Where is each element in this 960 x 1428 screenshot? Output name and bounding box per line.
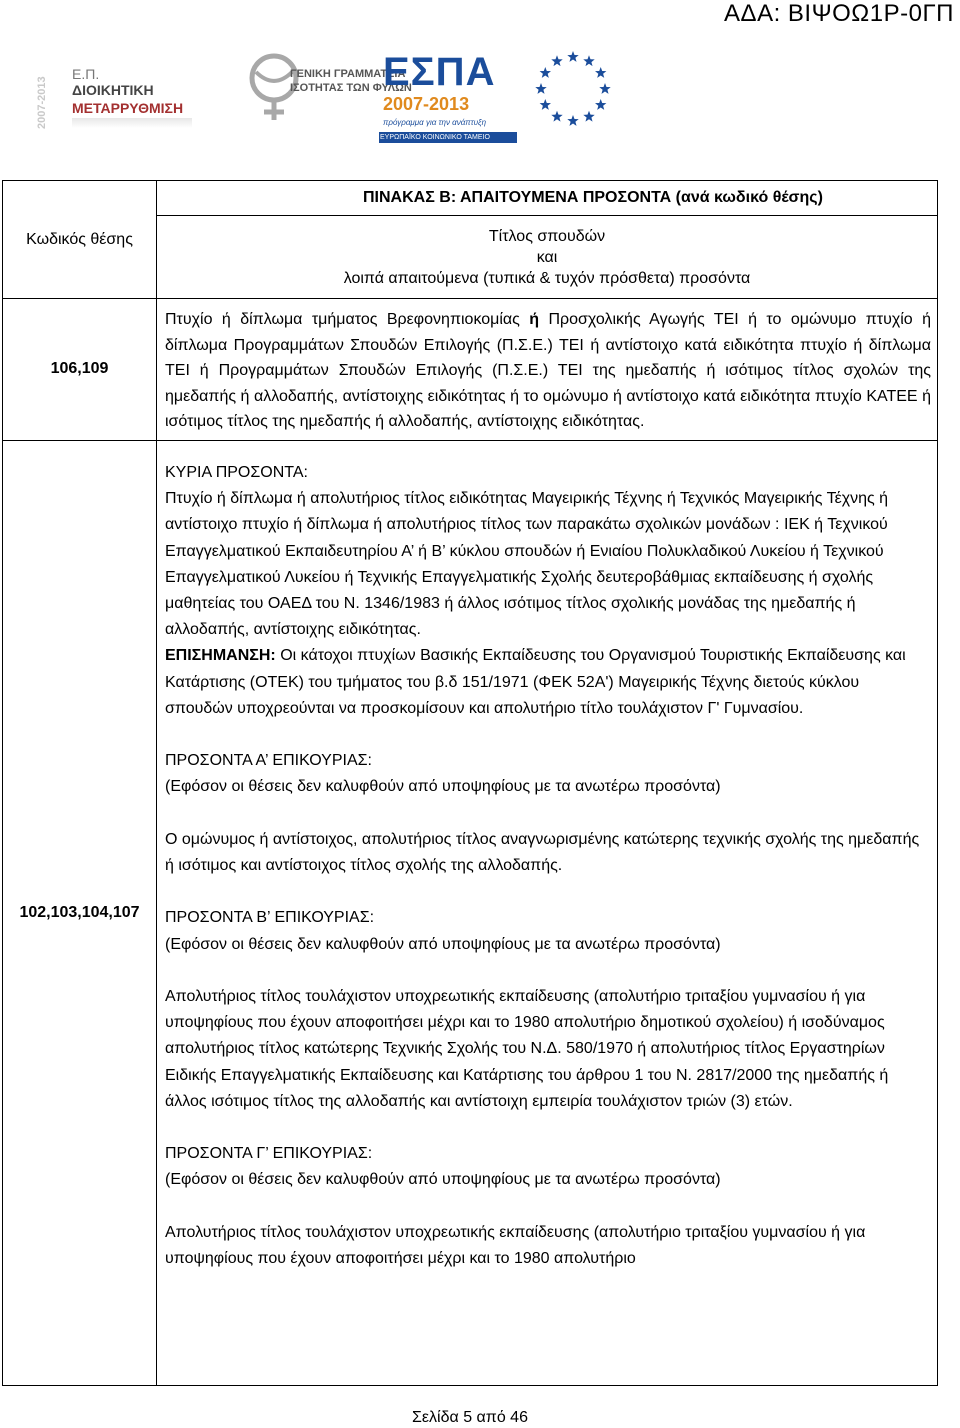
- auxiliary-a-text: Ο ομώνυμος ή αντίστοιχος, απολυτήριος τίτλος αναγνωρισμένης κατώτερης τεχνικής σχολής της ημεδαπής ή ισότιμος και αντίστοιχος τίτλος σχολής της αλλοδαπής.: [165, 830, 920, 874]
- auxiliary-b-label: ΠΡΟΣΟΝΤΑ Β’ ΕΠΙΚΟΥΡΙΑΣ:: [165, 909, 375, 927]
- col-header-line1: Τίτλος σπουδών: [488, 227, 606, 245]
- eu-flag-icon: [528, 44, 618, 134]
- main-qualifications-text: Πτυχίο ή δίπλωμα ή απολυτήριος τίτλος ειδικότητας Μαγειρικής Τέχνης ή Τεχνικός Μαγειρικής Τέχνης ή αντίστοιχο πτυχίο ή δίπλωμα ή απολυτήριος τίτλος των παρακάτω σχολικών μονάδων : ΙΕΚ ή Τεχνικού Επαγγελματικού Εκπαιδευτηρίου Α’ ή Β’ κύκλου σπουδών ή Ενιαίου Πολυκλαδικού Λυκείου ή Τεχνικού Επαγγελματικού Λυκείου ή Τεχνικής Επαγγελματικής Σχολής δευτεροβάθμιας εκπαίδευσης ή σχολής μαθητείας του ΟΑΕΔ του Ν. 1346/1983 ή άλλος ισότιμος τίτλος σχολικής μονάδας της ημεδαπής ή αλλοδαπής, αντίστοιχης ειδικότητας.: [165, 490, 889, 639]
- qualification-text-a: Πτυχίο ή δίπλωμα τμήματος Βρεφονηπιοκομίας: [165, 311, 530, 328]
- admin-reform-line1: ΔΙΟΙΚΗΤΙΚΗ: [72, 82, 154, 98]
- gender-equality-line1: ΓΕΝΙΚΗ ΓΡΑΜΜΑΤΕΙΑ: [290, 68, 406, 80]
- qualification-text: [157, 299, 938, 441]
- espa-logo: [379, 50, 507, 150]
- table-row: [3, 299, 938, 441]
- admin-reform-ep: Ε.Π.: [72, 66, 100, 82]
- main-qualifications-label: ΚΥΡΙΑ ΠΡΟΣΟΝΤΑ:: [165, 463, 308, 481]
- col-header-line3: λοιπά απαιτούμενα (τυπικά & τυχόν πρόσθετα) προσόντα: [343, 269, 751, 287]
- position-code: 102,103,104,107: [3, 440, 157, 1385]
- auxiliary-c-condition: (Εφόσον οι θέσεις δεν καλυφθούν από υποψηφίους με τα ανωτέρω προσόντα): [165, 1171, 721, 1189]
- auxiliary-a-condition: (Εφόσον οι θέσεις δεν καλυφθούν από υποψηφίους με τα ανωτέρω προσόντα): [165, 778, 721, 796]
- document-id: ΑΔΑ: ΒΙΨΟΩ1Ρ-0ΓΠ: [724, 0, 954, 27]
- auxiliary-b-condition: (Εφόσον οι θέσεις δεν καλυφθούν από υποψηφίους με τα ανωτέρω προσόντα): [165, 935, 721, 953]
- admin-reform-years: 2007-2013: [36, 76, 48, 130]
- table-title-row: [3, 181, 938, 216]
- espa-tagline: πρόγραμμα για την ανάπτυξη: [383, 118, 487, 127]
- admin-reform-logo: [36, 52, 236, 152]
- page-number: Σελίδα 5 από 46: [412, 1409, 528, 1426]
- auxiliary-c-text: Απολυτήριος τίτλος τουλάχιστον υποχρεωτικής εκπαίδευσης (απολυτήριο τριταξίου γυμνασίου ή για υποψηφίους που έχουν αποφοιτήσει μέχρι και το 1980 απολυτήριο: [165, 1223, 866, 1267]
- note-text: Οι κάτοχοι πτυχίων Βασικής Εκπαίδευσης του Οργανισμού Τουριστικής Εκπαίδευσης και Κατάρτισης (ΟΤΕΚ) του τμήματος του β.δ 151/1971 (ΦΕΚ 52Α') Μαγειρικής Τέχνης διετούς κύκλου σπουδών υποχρεούνται να προσκομίσουν και απολυτήριο τίτλο τουλάχιστον Γ' Γυμνασίου.: [165, 647, 906, 717]
- admin-reform-reflection: [72, 118, 192, 128]
- auxiliary-b-text: Απολυτήριος τίτλος τουλάχιστον υποχρεωτικής εκπαίδευσης (απολυτήριο τριταξίου γυμνασίου ή για υποψηφίους που έχουν αποφοιτήσει μέχρι και το 1980 απολυτήριο δημοτικού σχολείου) ή ισοδύναμος απολυτήριος τίτλος κατώτερης Τεχνικής Σχολής του Ν.Δ. 580/1970 ή απολυτήριος τίτλος Εργαστηρίων Ειδικής Επαγγελματικής Εκπαίδευσης και Κατάρτισης του άρθρου 1 του Ν. 2817/2000 της ημεδαπής ή άλλος ισότιμος τίτλος της αλλοδαπής και αντίστοιχη εμπειρία τουλάχιστον τριών (3) ετών.: [165, 987, 889, 1110]
- position-code: 106,109: [3, 299, 157, 441]
- qualification-text-or: ή: [529, 311, 540, 328]
- espa-years: 2007-2013: [383, 94, 470, 114]
- qualification-text-b: Προσχολικής Αγωγής ΤΕΙ ή το ομώνυμο πτυχίο ή δίπλωμα Προγραμμάτων Σπουδών Επιλογής (Π.Σ.Ε.) ΤΕΙ ή αντίστοιχο κατά ειδικότητα πτυχίο ή δίπλωμα ΤΕΙ ή Προγραμμάτων Σπουδών Επιλογής (Π.Σ.Ε.) ΤΕΙ της ημεδαπής ή ισότιμος τίτλος σχολών της ημεδαπής ή αλλοδαπής, αντίστοιχης ειδικότητας ή το ομώνυμο ή αντίστοιχο κατά ειδικότητα πτυχίο ΚΑΤΕΕ ή ισότιμος τίτλος της ημεδαπής ή αλλοδαπής, αντίστοιχης ειδικότητας.: [165, 311, 931, 431]
- auxiliary-a-label: ΠΡΟΣΟΝΤΑ Α’ ΕΠΙΚΟΥΡΙΑΣ:: [165, 752, 372, 770]
- table-row: [3, 440, 938, 1385]
- col-header-line2: και: [536, 248, 558, 266]
- admin-reform-line2: ΜΕΤΑΡΡΥΘΜΙΣΗ: [72, 100, 184, 116]
- espa-title: ΕΣΠΑ: [383, 50, 496, 94]
- col-qualifications-header: [157, 216, 938, 299]
- qualification-text: [157, 440, 938, 1385]
- table-title: ΠΙΝΑΚΑΣ Β: ΑΠΑΙΤΟΥΜΕΝΑ ΠΡΟΣΟΝΤΑ (ανά κωδικό θέσης): [157, 181, 938, 216]
- auxiliary-c-label: ΠΡΟΣΟΝΤΑ Γ’ ΕΠΙΚΟΥΡΙΑΣ:: [165, 1145, 373, 1163]
- espa-fund: ΕΥΡΩΠΑΪΚΟ ΚΟΙΝΩΝΙΚΟ ΤΑΜΕΙΟ: [379, 132, 517, 143]
- col-code-header: Κωδικός θέσης: [3, 181, 157, 299]
- gender-equality-line2: ΙΣΟΤΗΤΑΣ ΤΩΝ ΦΥΛΩΝ: [290, 82, 412, 94]
- note-label: ΕΠΙΣΗΜΑΝΣΗ:: [165, 647, 276, 665]
- qualifications-table: [2, 180, 938, 1386]
- note-paragraph: [165, 643, 929, 722]
